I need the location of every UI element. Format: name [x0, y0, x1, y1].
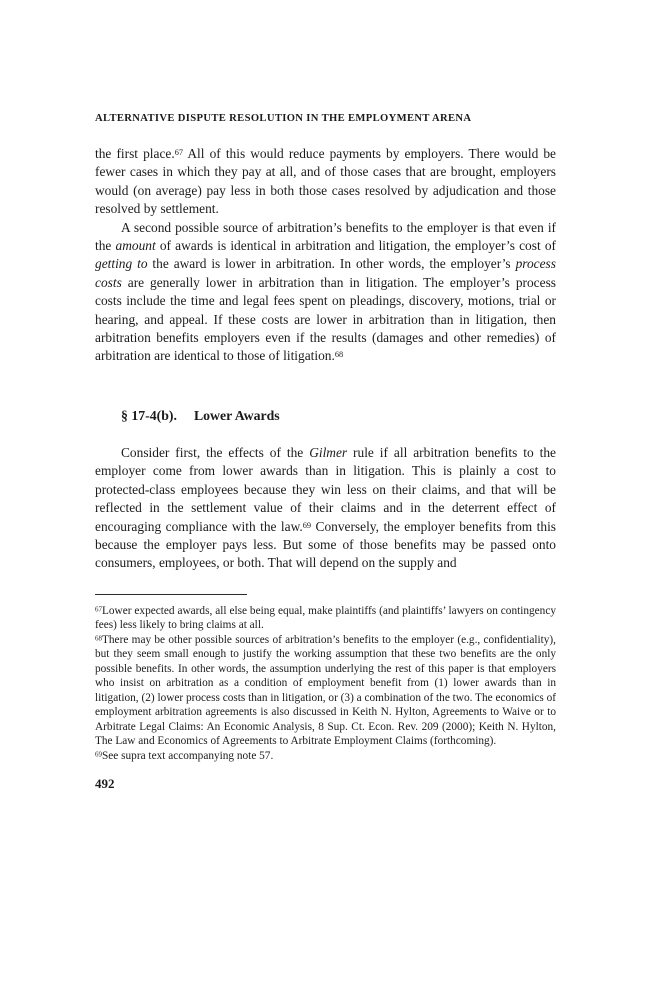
text-run: of awards is identical in arbitration and litigation, the employer’s cost of [155, 238, 556, 254]
text-run: A second possible source of arbitration’s benefits to the employer is that even if the [95, 219, 556, 254]
footnote-marker: 68 [95, 634, 102, 643]
italic-text: amount [115, 238, 156, 254]
text-run: the first place. [95, 146, 175, 161]
section-title: Lower Awards [193, 407, 280, 423]
text-run: There may be other possible sources of arbitration’s benefits to the employer (e.g., confidentiality), but they seem small enough to justify the working assumption that these two benefits are the only possible benefits. In other words, the assumption underlying the rest of this paper is that employers who insist on arbitration as a condition of employment benefit from (1) lower awards than in litigation, (2) lower process costs than in litigation, or (3) a combination of the two. The economics of employment arbitration agreements is also discussed in Keith N. Hylton, Agreements to Waive or to Arbitrate Legal Claims: An Economic Analysis, 8 Sup. Ct. Econ. Rev. 209 (2000); Keith N. Hylton, The Law and Economics of Agreements to Arbitrate Employment Claims (forthcoming). [95, 633, 556, 748]
italic-text: process costs [95, 256, 556, 290]
footnote-reference: 68 [334, 350, 344, 360]
page-number: 492 [95, 776, 115, 792]
text-run: rule if all arbitration benefits to the employer come from lower awards than in litigation. This is plainly a cost to protected-class employees because they win less on their claims, and that will be reflected in the settlement value of their claims and in the deterrent effect of encouraging compliance with the law. [95, 444, 556, 534]
body-content [95, 145, 556, 573]
footnote [95, 604, 556, 633]
body-paragraph [95, 444, 556, 573]
footnote [95, 633, 556, 749]
section-heading [121, 408, 556, 424]
body-paragraph [95, 145, 556, 219]
footnotes [95, 604, 556, 764]
footnote-reference: 69 [302, 520, 312, 530]
italic-text: Gilmer [309, 444, 348, 460]
body-paragraph [95, 219, 556, 366]
running-header: ALTERNATIVE DISPUTE RESOLUTION IN THE EMPLOYMENT ARENA [95, 113, 472, 124]
text-run: See supra text accompanying note 57. [102, 749, 274, 762]
footnote-marker: 67 [95, 605, 102, 614]
text-run: All of this would reduce payments by employers. There would be fewer cases in which they pay at all, and of those cases that are brought, employers would (on average) pay less in both those cases resolved by adjudication and those resolved by settlement. [95, 146, 556, 217]
footnote-reference: 67 [174, 147, 184, 157]
footnote [95, 749, 556, 764]
italic-text: getting to [95, 256, 148, 272]
text-run: Consider first, the effects of the [121, 444, 310, 460]
text-run: Lower expected awards, all else being equal, make plaintiffs (and plaintiffs’ lawyers on contingency fees) less likely to bring claims at all. [95, 604, 556, 632]
text-run: Conversely, the employer benefits from this because the employer pays less. But some of those benefits may be passed onto consumers, employees, or both. That will depend on the supply and [95, 518, 557, 571]
footnote-separator-rule [95, 594, 247, 595]
section-number: § 17-4(b). [121, 407, 177, 423]
text-run: the award is lower in arbitration. In other words, the employer’s [147, 256, 516, 272]
text-run: are generally lower in arbitration than in litigation. The employer’s process costs include the time and legal fees spent on pleadings, discovery, motions, trial or hearing, and appeal. If these costs are lower in arbitration than in litigation, then arbitration benefits employers even if the results (damages and other remedies) of arbitration are identical to those of litigation. [95, 274, 556, 364]
footnote-marker: 69 [95, 750, 102, 759]
